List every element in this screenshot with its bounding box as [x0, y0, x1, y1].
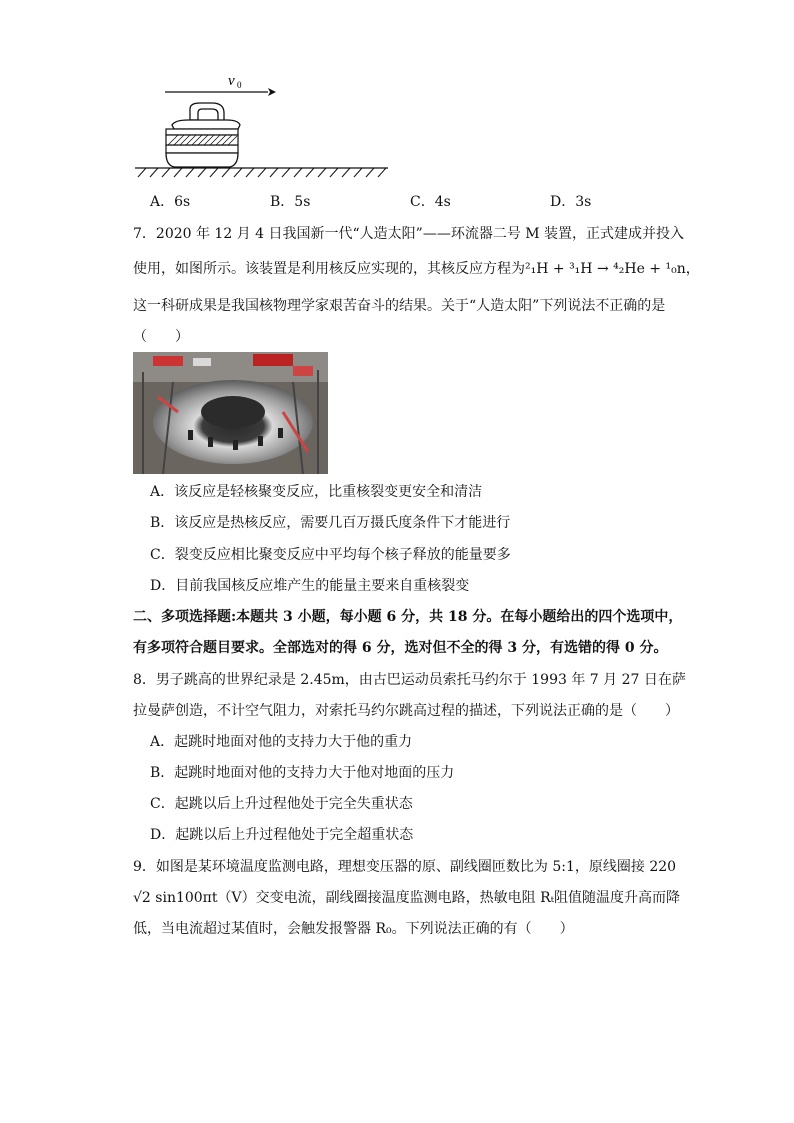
q9-line-1: 9．如图是某环境温度监测电路，理想变压器的原、副线圈匝数比为 5:1，原线圈接 220: [133, 859, 677, 875]
velocity-label: v: [228, 73, 235, 89]
q8-line-1: 8．男子跳高的世界纪录是 2.45m，由古巴运动员索托马约尔于 1993 年 7 月 27 日在萨: [133, 672, 686, 688]
q6-option-d: D．3s: [550, 194, 592, 210]
q7-equation: ²₁H + ³₁H → ⁴₂He + ¹₀n: [525, 261, 686, 277]
velocity-sub: 0: [237, 80, 242, 90]
q7-line-2-end: ，: [685, 261, 700, 277]
q8-option-c: C．起跳以后上升过程他处于完全失重状态: [150, 796, 413, 812]
q7-line-2-text: 使用，如图所示。该装置是利用核反应实现的，其核反应方程为: [133, 261, 525, 277]
q8-option-b: B．起跳时地面对他的支持力大于他对地面的压力: [150, 765, 455, 781]
q7-option-d: D．目前我国核反应堆产生的能量主要来自重核裂变: [150, 578, 470, 594]
section-2-heading: 二、多项选择题:本题共 3 小题，每小题 6 分，共 18 分。在每小题给出的四个选项中，: [133, 609, 683, 625]
q7-option-b: B．该反应是热核反应，需要几百万摄氏度条件下才能进行: [150, 515, 511, 531]
q7-option-a: A．该反应是轻核聚变反应，比重核裂变更安全和清洁: [150, 484, 483, 500]
q7-line-1: 7．2020 年 12 月 4 日我国新一代“人造太阳”——环流器二号 M 装置，正式建成并投入: [133, 226, 685, 242]
q9-line-2: √2 sin100πt（V）交变电流，副线圈接温度监测电路，热敏电阻 Rₜ阻值随温度升高而降: [133, 890, 681, 906]
q8-option-a: A．起跳时地面对他的支持力大于他的重力: [150, 734, 413, 750]
q7-line-4: （ ）: [133, 329, 189, 345]
q8-line-2: 拉曼萨创造，不计空气阻力，对索托马约尔跳高过程的描述，下列说法正确的是（ ）: [133, 703, 679, 719]
q7-line-3: 这一科研成果是我国核物理学家艰苦奋斗的结果。关于“人造太阳”下列说法不正确的是: [133, 298, 666, 314]
q7-line-2: [133, 259, 700, 279]
q7-option-c: C．裂变反应相比聚变反应中平均每个核子释放的能量要多: [150, 547, 511, 563]
q6-option-c: C．4s: [410, 194, 451, 210]
curling-figure: [130, 65, 395, 180]
q6-option-b: B．5s: [270, 194, 311, 210]
q6-option-a: A．6s: [150, 194, 191, 210]
q9-line-3: 低，当电流超过某值时，会触发报警器 R₀。下列说法正确的有（ ）: [133, 921, 574, 937]
section-2-instructions: 有多项符合题目要求。全部选对的得 6 分，选对但不全的得 3 分，有选错的得 0 分。: [133, 640, 668, 656]
tokamak-photo: [133, 352, 328, 474]
q8-option-d: D．起跳以后上升过程他处于完全超重状态: [150, 827, 414, 843]
